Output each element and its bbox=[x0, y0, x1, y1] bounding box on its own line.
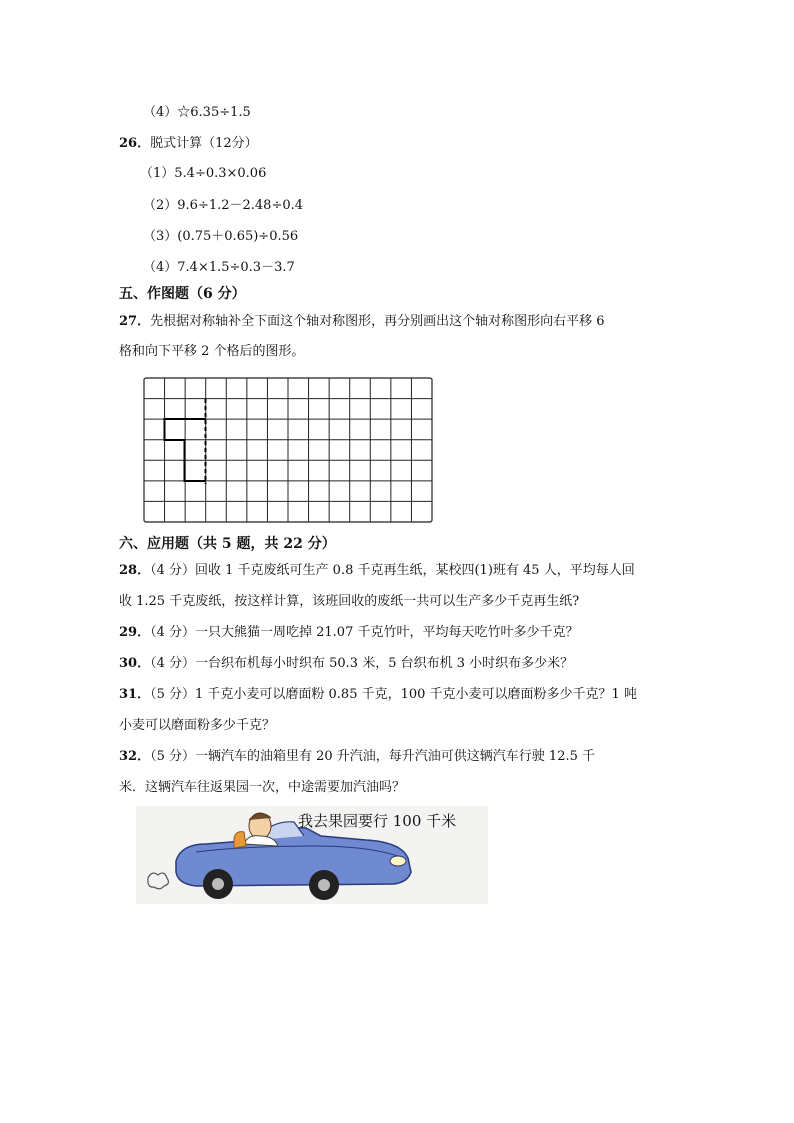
q29-number: 29． bbox=[119, 625, 151, 640]
q32-number: 32． bbox=[119, 749, 151, 764]
q32-line1 bbox=[119, 748, 595, 766]
symmetry-grid bbox=[143, 377, 435, 529]
q32-text-1: （5 分）一辆汽车的油箱里有 20 升汽油，每升汽油可供这辆汽车行驶 12.5 千 bbox=[150, 749, 596, 764]
q31-text-1: （5 分）1 千克小麦可以磨面粉 0.85 千克，100 千克小麦可以磨面粉多少千克？1 吨 bbox=[150, 687, 637, 702]
q25-item4: （4）☆6.35÷1.5 bbox=[143, 105, 251, 120]
q28-line2: 收 1.25 千克废纸，按这样计算，该班回收的废纸一共可以生产多少千克再生纸? bbox=[119, 594, 580, 609]
q26-item-2: （2）9.6÷1.2－2.48÷0.4 bbox=[143, 198, 304, 213]
q29-text: （4 分）一只大熊猫一周吃掉 21.07 千克竹叶，平均每天吃竹叶多少千克？ bbox=[150, 625, 579, 640]
q26-item-4: （4）7.4×1.5÷0.3－3.7 bbox=[143, 260, 295, 275]
q29-line bbox=[119, 624, 578, 642]
q32-line2: 米．这辆汽车往返果园一次，中途需要加汽油吗？ bbox=[119, 780, 406, 795]
q30-text: （4 分）一台织布机每小时织布 50.3 米，5 台织布机 3 小时织布多少米？ bbox=[150, 656, 574, 671]
car-caption: 我去果园要行 100 千米 bbox=[298, 812, 457, 830]
q31-line2: 小麦可以磨面粉多少千克？ bbox=[119, 718, 276, 733]
section6-title: 六、应用题（共 5 题，共 22 分） bbox=[119, 536, 336, 552]
q26-item-1: （1）5.4÷0.3×0.06 bbox=[140, 166, 267, 181]
q26-number: 26． bbox=[119, 136, 151, 151]
grid-lines bbox=[144, 378, 432, 522]
q31-line1 bbox=[119, 686, 637, 704]
q26-title: 脱式计算（12分） bbox=[150, 136, 258, 151]
q27-line1 bbox=[119, 313, 605, 331]
q27-line2: 格和向下平移 2 个格后的图形。 bbox=[119, 344, 305, 359]
q26-header bbox=[119, 135, 258, 153]
q27-text-1: 先根据对称轴补全下面这个轴对称图形，再分别画出这个轴对称图形向右平移 6 bbox=[150, 314, 605, 329]
q30-number: 30． bbox=[119, 656, 151, 671]
q28-line1 bbox=[119, 562, 635, 580]
q26-item-3: （3）(0.75＋0.65)÷0.56 bbox=[143, 229, 299, 244]
q31-number: 31． bbox=[119, 687, 151, 702]
q30-line bbox=[119, 655, 573, 673]
grid-svg bbox=[143, 377, 435, 525]
q27-number: 27． bbox=[119, 314, 151, 329]
q28-text-1: （4 分）回收 1 千克废纸可生产 0.8 千克再生纸，某校四(1)班有 45 人，平均每人回 bbox=[150, 563, 635, 578]
section5-title: 五、作图题（6 分） bbox=[119, 286, 246, 302]
q28-number: 28． bbox=[119, 563, 151, 578]
